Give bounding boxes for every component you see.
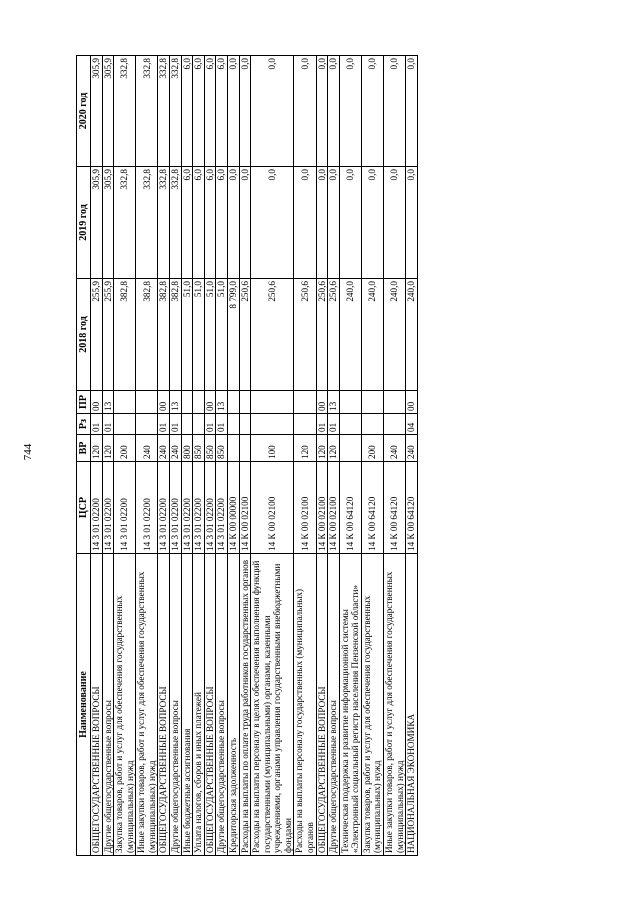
cell-y2019: 332,8 (136, 167, 158, 279)
cell-name: НАЦИОНАЛЬНАЯ ЭКОНОМИКА (406, 554, 418, 856)
cell-csr: 14 К 00 02100 (316, 462, 328, 554)
table-row (216, 56, 228, 856)
cell-vr: 800 (181, 435, 193, 462)
cell-pr: 13 (102, 391, 114, 414)
cell-vr (239, 435, 251, 462)
cell-name: Другие общегосударственные вопросы (170, 554, 182, 856)
cell-csr: 14 3 01 02200 (181, 462, 193, 554)
cell-csr: 14 3 01 02200 (102, 462, 114, 554)
cell-name: Иные бюджетные ассигнования (181, 554, 193, 856)
cell-y2018: 51,0 (181, 279, 193, 391)
header-2019: 2019 год (77, 167, 91, 279)
cell-y2020: 0,0 (251, 56, 294, 167)
cell-vr: 240 (384, 435, 406, 462)
cell-vr: 120 (316, 435, 328, 462)
cell-y2019: 0,0 (384, 167, 406, 279)
cell-y2018: 382,8 (136, 279, 158, 391)
cell-y2019: 0,0 (406, 167, 418, 279)
cell-y2020: 0,0 (294, 56, 316, 167)
cell-y2020: 0,0 (361, 56, 383, 167)
cell-y2020: 332,8 (158, 56, 170, 167)
cell-rz: 01 (328, 414, 340, 435)
cell-csr: 14 3 01 02200 (136, 462, 158, 554)
cell-rz (239, 414, 251, 435)
cell-vr: 120 (102, 435, 114, 462)
cell-y2018: 240,0 (361, 279, 383, 391)
cell-rz: 01 (170, 414, 182, 435)
cell-vr: 120 (328, 435, 340, 462)
cell-y2020: 6,0 (181, 56, 193, 167)
cell-csr: 14 К 00 02100 (294, 462, 316, 554)
cell-y2020: 6,0 (193, 56, 205, 167)
cell-y2018: 250,6 (316, 279, 328, 391)
cell-vr: 120 (91, 435, 103, 462)
cell-y2019: 6,0 (216, 167, 228, 279)
cell-name: Другие общегосударственные вопросы (102, 554, 114, 856)
table-row (91, 56, 103, 856)
cell-pr: 00 (158, 391, 170, 414)
cell-y2020: 305,9 (102, 56, 114, 167)
cell-y2018: 51,0 (193, 279, 205, 391)
cell-vr: 850 (193, 435, 205, 462)
cell-name: ОБЩЕГОСУДАРСТВЕННЫЕ ВОПРОСЫ (316, 554, 328, 856)
table-row (251, 56, 294, 856)
cell-pr: 00 (316, 391, 328, 414)
cell-pr: 00 (204, 391, 216, 414)
cell-name: Техническая поддержка и развитие информационной системы «Электронный социальный регистр населения Пензенской области» (339, 554, 361, 856)
cell-pr (294, 391, 316, 414)
cell-rz (114, 414, 136, 435)
header-row (77, 56, 91, 856)
cell-vr: 240 (406, 435, 418, 462)
cell-pr (136, 391, 158, 414)
cell-rz (193, 414, 205, 435)
cell-vr (227, 435, 239, 462)
cell-vr: 200 (361, 435, 383, 462)
cell-csr: 14 К 00 64120 (384, 462, 406, 554)
header-name: Наименование (77, 554, 91, 856)
cell-rz: 01 (216, 414, 228, 435)
cell-pr (251, 391, 294, 414)
cell-csr: 14 К 00 64120 (361, 462, 383, 554)
cell-pr: 13 (328, 391, 340, 414)
table-header (77, 56, 91, 856)
cell-pr (239, 391, 251, 414)
cell-y2018: 240,0 (406, 279, 418, 391)
table-row (406, 56, 418, 856)
table-row (114, 56, 136, 856)
table-row (316, 56, 328, 856)
cell-vr (339, 435, 361, 462)
cell-vr: 850 (204, 435, 216, 462)
cell-y2018: 382,8 (158, 279, 170, 391)
cell-vr: 120 (294, 435, 316, 462)
cell-y2019: 0,0 (328, 167, 340, 279)
table-row (170, 56, 182, 856)
cell-pr (361, 391, 383, 414)
cell-vr: 200 (114, 435, 136, 462)
cell-y2019: 332,8 (170, 167, 182, 279)
cell-y2019: 332,8 (114, 167, 136, 279)
cell-pr (384, 391, 406, 414)
table-row (158, 56, 170, 856)
cell-name: Другие общегосударственные вопросы (328, 554, 340, 856)
cell-y2018: 8 799,0 (227, 279, 239, 391)
table-row (339, 56, 361, 856)
cell-rz (227, 414, 239, 435)
cell-name: Иные закупки товаров, работ и услуг для обеспечения государственных (муниципальных) нужд (384, 554, 406, 856)
cell-pr (193, 391, 205, 414)
cell-y2019: 0,0 (339, 167, 361, 279)
cell-csr: 14 3 01 02200 (216, 462, 228, 554)
cell-name: ОБЩЕГОСУДАРСТВЕННЫЕ ВОПРОСЫ (204, 554, 216, 856)
cell-vr: 240 (136, 435, 158, 462)
cell-rz (136, 414, 158, 435)
cell-vr: 100 (251, 435, 294, 462)
cell-y2020: 0,0 (328, 56, 340, 167)
cell-y2018: 255,9 (102, 279, 114, 391)
table-row (384, 56, 406, 856)
cell-y2018: 51,0 (216, 279, 228, 391)
cell-vr: 850 (216, 435, 228, 462)
cell-rz: 01 (316, 414, 328, 435)
cell-y2019: 0,0 (361, 167, 383, 279)
cell-pr (339, 391, 361, 414)
budget-table-container (76, 56, 560, 856)
cell-rz: 04 (406, 414, 418, 435)
cell-y2020: 6,0 (216, 56, 228, 167)
header-rz: Рз (77, 414, 91, 435)
cell-csr: 14 К 00 00000 (227, 462, 239, 554)
cell-rz: 01 (102, 414, 114, 435)
table-row (102, 56, 114, 856)
cell-y2018: 240,0 (339, 279, 361, 391)
cell-name: Закупка товаров, работ и услуг для обеспечения государственных (муниципальных) нужд (361, 554, 383, 856)
cell-y2018: 240,0 (384, 279, 406, 391)
cell-rz (339, 414, 361, 435)
cell-y2020: 0,0 (339, 56, 361, 167)
cell-name: Закупка товаров, работ и услуг для обеспечения государственных (муниципальных) нужд (114, 554, 136, 856)
table-row (227, 56, 239, 856)
cell-csr: 14 К 00 64120 (339, 462, 361, 554)
table-row (193, 56, 205, 856)
cell-name: Уплата налогов, сборов и иных платежей (193, 554, 205, 856)
cell-csr: 14 3 01 02200 (193, 462, 205, 554)
cell-pr: 13 (216, 391, 228, 414)
cell-y2018: 250,6 (251, 279, 294, 391)
cell-name: Расходы на выплаты персоналу государственных (муниципальных) органов (294, 554, 316, 856)
cell-csr: 14 К 00 64120 (406, 462, 418, 554)
cell-name: ОБЩЕГОСУДАРСТВЕННЫЕ ВОПРОСЫ (158, 554, 170, 856)
table-row (204, 56, 216, 856)
cell-y2020: 0,0 (384, 56, 406, 167)
cell-y2018: 250,6 (328, 279, 340, 391)
table-row (328, 56, 340, 856)
cell-y2020: 0,0 (406, 56, 418, 167)
cell-rz: 01 (91, 414, 103, 435)
cell-rz: 01 (158, 414, 170, 435)
cell-y2018: 250,6 (294, 279, 316, 391)
cell-rz: 01 (204, 414, 216, 435)
cell-rz (181, 414, 193, 435)
cell-pr (227, 391, 239, 414)
cell-y2020: 0,0 (316, 56, 328, 167)
cell-csr: 14 3 01 02200 (158, 462, 170, 554)
cell-name: Расходы на выплаты персоналу в целях обеспечения выполнения функций государственными (муниципальными) органами, казенными учреждениями, органами управления государственными внебюджетными фондами (251, 554, 294, 856)
cell-y2019: 305,9 (102, 167, 114, 279)
cell-y2018: 382,8 (170, 279, 182, 391)
cell-rz (294, 414, 316, 435)
cell-y2019: 6,0 (193, 167, 205, 279)
table-body (91, 56, 418, 856)
cell-csr: 14 3 01 02200 (91, 462, 103, 554)
cell-y2020: 332,8 (114, 56, 136, 167)
table-row (181, 56, 193, 856)
cell-y2019: 332,8 (158, 167, 170, 279)
cell-y2018: 51,0 (204, 279, 216, 391)
cell-csr: 14 К 00 02100 (239, 462, 251, 554)
header-vr: ВР (77, 435, 91, 462)
cell-y2019: 0,0 (294, 167, 316, 279)
header-2018: 2018 год (77, 279, 91, 391)
cell-y2019: 305,9 (91, 167, 103, 279)
cell-rz (384, 414, 406, 435)
header-2020: 2020 год (77, 56, 91, 167)
cell-y2018: 250,6 (239, 279, 251, 391)
cell-pr (114, 391, 136, 414)
cell-name: Кредиторская задолженность (227, 554, 239, 856)
cell-y2019: 0,0 (227, 167, 239, 279)
table-row (239, 56, 251, 856)
cell-pr: 13 (170, 391, 182, 414)
cell-csr: 14 3 01 02200 (114, 462, 136, 554)
cell-csr: 14 3 01 02200 (204, 462, 216, 554)
budget-table (76, 55, 418, 856)
cell-y2020: 6,0 (204, 56, 216, 167)
cell-csr: 14 К 00 02100 (251, 462, 294, 554)
cell-y2019: 0,0 (251, 167, 294, 279)
cell-y2020: 332,8 (136, 56, 158, 167)
table-row (361, 56, 383, 856)
cell-name: Иные закупки товаров, работ и услуг для обеспечения государственных (муниципальных) нужд (136, 554, 158, 856)
page-number-text: 744 (22, 443, 34, 461)
cell-pr (181, 391, 193, 414)
cell-y2019: 6,0 (204, 167, 216, 279)
cell-pr: 00 (91, 391, 103, 414)
cell-vr: 240 (170, 435, 182, 462)
cell-y2019: 0,0 (316, 167, 328, 279)
cell-y2020: 0,0 (239, 56, 251, 167)
cell-y2018: 255,9 (91, 279, 103, 391)
header-csr: ЦСР (77, 462, 91, 554)
cell-csr: 14 К 00 02100 (328, 462, 340, 554)
cell-y2019: 0,0 (239, 167, 251, 279)
table-row (136, 56, 158, 856)
cell-y2020: 0,0 (227, 56, 239, 167)
cell-name: Другие общегосударственные вопросы (216, 554, 228, 856)
cell-y2020: 332,8 (170, 56, 182, 167)
cell-name: Расходы на выплаты по оплате труда работников государственных органов (239, 554, 251, 856)
cell-y2018: 382,8 (114, 279, 136, 391)
cell-pr: 00 (406, 391, 418, 414)
cell-csr: 14 3 01 02200 (170, 462, 182, 554)
header-pr: ПР (77, 391, 91, 414)
table-row (294, 56, 316, 856)
cell-vr: 240 (158, 435, 170, 462)
cell-name: ОБЩЕГОСУДАРСТВЕННЫЕ ВОПРОСЫ (91, 554, 103, 856)
cell-y2019: 6,0 (181, 167, 193, 279)
cell-rz (251, 414, 294, 435)
cell-y2020: 305,9 (91, 56, 103, 167)
cell-rz (361, 414, 383, 435)
